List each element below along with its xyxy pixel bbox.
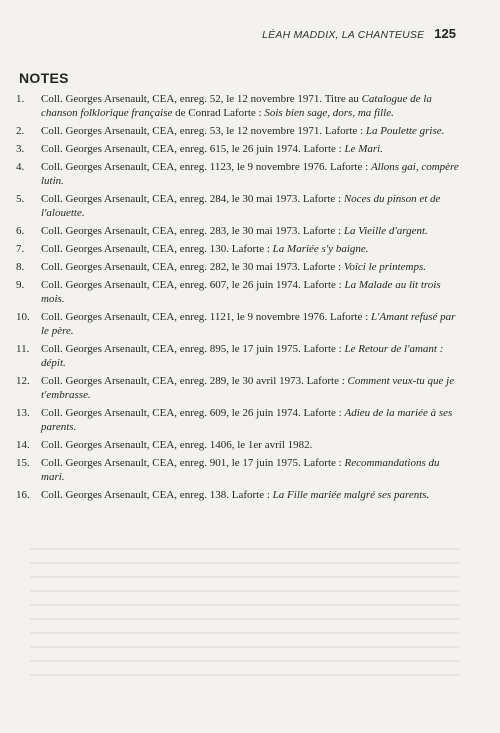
song-title: Adieu de la mariée à ses parents. — [41, 407, 453, 433]
note-text — [41, 488, 460, 502]
note-item — [14, 192, 460, 220]
page-number: 125 — [434, 26, 456, 41]
note-number: 10. — [16, 311, 30, 323]
note-item — [14, 456, 460, 484]
note-number: 9. — [16, 279, 25, 291]
running-title: LÉAH MADDIX, LA CHANTEUSE — [262, 29, 425, 41]
note-citation: Coll. Georges Arsenault, CEA, enreg. 282, le 30 mai 1973. Laforte : — [41, 261, 344, 273]
song-title: La Fille mariée malgré ses parents. — [272, 489, 430, 501]
note-text — [41, 142, 460, 156]
song-title: Le Mari. — [344, 143, 383, 155]
note-citation: Coll. Georges Arsenault, CEA, enreg. 1406, le 1er avril 1982. — [41, 439, 313, 451]
note-item — [14, 438, 460, 452]
note-text — [41, 92, 460, 120]
note-citation: Coll. Georges Arsenault, CEA, enreg. 52, le 12 novembre 1971. Titre au — [41, 93, 362, 105]
note-number: 12. — [16, 375, 30, 387]
note-text — [41, 278, 460, 306]
note-text — [41, 224, 460, 238]
note-citation: Coll. Georges Arsenault, CEA, enreg. 609, le 26 juin 1974. Laforte : — [41, 407, 345, 419]
running-header — [262, 26, 456, 41]
song-title: Sois bien sage, dors, ma fille. — [264, 107, 394, 119]
song-title: La Mariée s'y baigne. — [272, 243, 369, 255]
note-citation: Coll. Georges Arsenault, CEA, enreg. 615, le 26 juin 1974. Laforte : — [41, 143, 345, 155]
note-citation-continued: de Conrad Laforte : — [172, 107, 265, 119]
note-number: 16. — [16, 489, 30, 501]
song-title: La Malade au lit trois mois. — [41, 279, 441, 305]
note-item — [14, 488, 460, 502]
note-item — [14, 278, 460, 306]
song-title: Voici le printemps. — [343, 261, 427, 273]
note-number: 15. — [16, 457, 30, 469]
note-text — [41, 260, 460, 274]
note-citation: Coll. Georges Arsenault, CEA, enreg. 1123, le 9 novembre 1976. Laforte : — [41, 161, 371, 173]
note-text — [41, 242, 460, 256]
note-citation: Coll. Georges Arsenault, CEA, enreg. 607, le 26 juin 1974. Laforte : — [41, 279, 345, 291]
song-title: Allons gai, compère lutin. — [41, 161, 459, 187]
note-citation: Coll. Georges Arsenault, CEA, enreg. 289, le 30 avril 1973. Laforte : — [41, 375, 348, 387]
note-citation: Coll. Georges Arsenault, CEA, enreg. 895, le 17 juin 1975. Laforte : — [41, 343, 345, 355]
note-text — [41, 124, 460, 138]
note-citation: Coll. Georges Arsenault, CEA, enreg. 901, le 17 juin 1975. Laforte : — [41, 457, 345, 469]
note-item — [14, 374, 460, 402]
song-title: La Vieille d'argent. — [343, 225, 428, 237]
song-title: Le Retour de l'amant : dépit. — [41, 343, 444, 369]
note-citation: Coll. Georges Arsenault, CEA, enreg. 1121, le 9 novembre 1976. Laforte : — [41, 311, 371, 323]
note-item — [14, 260, 460, 274]
note-text — [41, 310, 460, 338]
note-number: 5. — [16, 193, 25, 205]
note-citation: Coll. Georges Arsenault, CEA, enreg. 130. Laforte : — [41, 243, 273, 255]
song-title: Comment veux-tu que je t'embrasse. — [41, 375, 455, 401]
note-item — [14, 160, 460, 188]
note-item — [14, 406, 460, 434]
note-item — [14, 142, 460, 156]
note-number: 14. — [16, 439, 30, 451]
note-number: 8. — [16, 261, 25, 273]
song-title: La Poulette grise. — [365, 125, 445, 137]
note-number: 4. — [16, 161, 25, 173]
note-item — [14, 92, 460, 120]
note-item — [14, 224, 460, 238]
note-text — [41, 192, 460, 220]
note-number: 11. — [16, 343, 30, 355]
song-title: Catalogue de la chanson folklorique française — [41, 93, 432, 119]
song-title: Recommandations du mari. — [41, 457, 440, 483]
note-number: 7. — [16, 243, 25, 255]
note-item — [14, 310, 460, 338]
note-text — [41, 438, 460, 452]
note-number: 3. — [16, 143, 25, 155]
note-number: 2. — [16, 125, 25, 137]
note-text — [41, 456, 460, 484]
note-citation: Coll. Georges Arsenault, CEA, enreg. 283, le 30 mai 1973. Laforte : — [41, 225, 344, 237]
show-through-text — [30, 548, 460, 688]
note-text — [41, 342, 460, 370]
note-text — [41, 160, 460, 188]
note-number: 6. — [16, 225, 25, 237]
note-item — [14, 242, 460, 256]
note-item — [14, 124, 460, 138]
note-citation: Coll. Georges Arsenault, CEA, enreg. 53, le 12 novembre 1971. Laforte : — [41, 125, 366, 137]
note-citation: Coll. Georges Arsenault, CEA, enreg. 284, le 30 mai 1973. Laforte : — [41, 193, 344, 205]
note-text — [41, 374, 460, 402]
song-title: L'Amant refusé par le père. — [41, 311, 456, 337]
section-title: NOTES — [19, 70, 69, 86]
note-number: 13. — [16, 407, 30, 419]
song-title: Noces du pinson et de l'alouette. — [41, 193, 441, 219]
notes-list — [14, 92, 460, 506]
note-citation: Coll. Georges Arsenault, CEA, enreg. 138. Laforte : — [41, 489, 273, 501]
note-number: 1. — [16, 93, 25, 105]
note-item — [14, 342, 460, 370]
note-text — [41, 406, 460, 434]
